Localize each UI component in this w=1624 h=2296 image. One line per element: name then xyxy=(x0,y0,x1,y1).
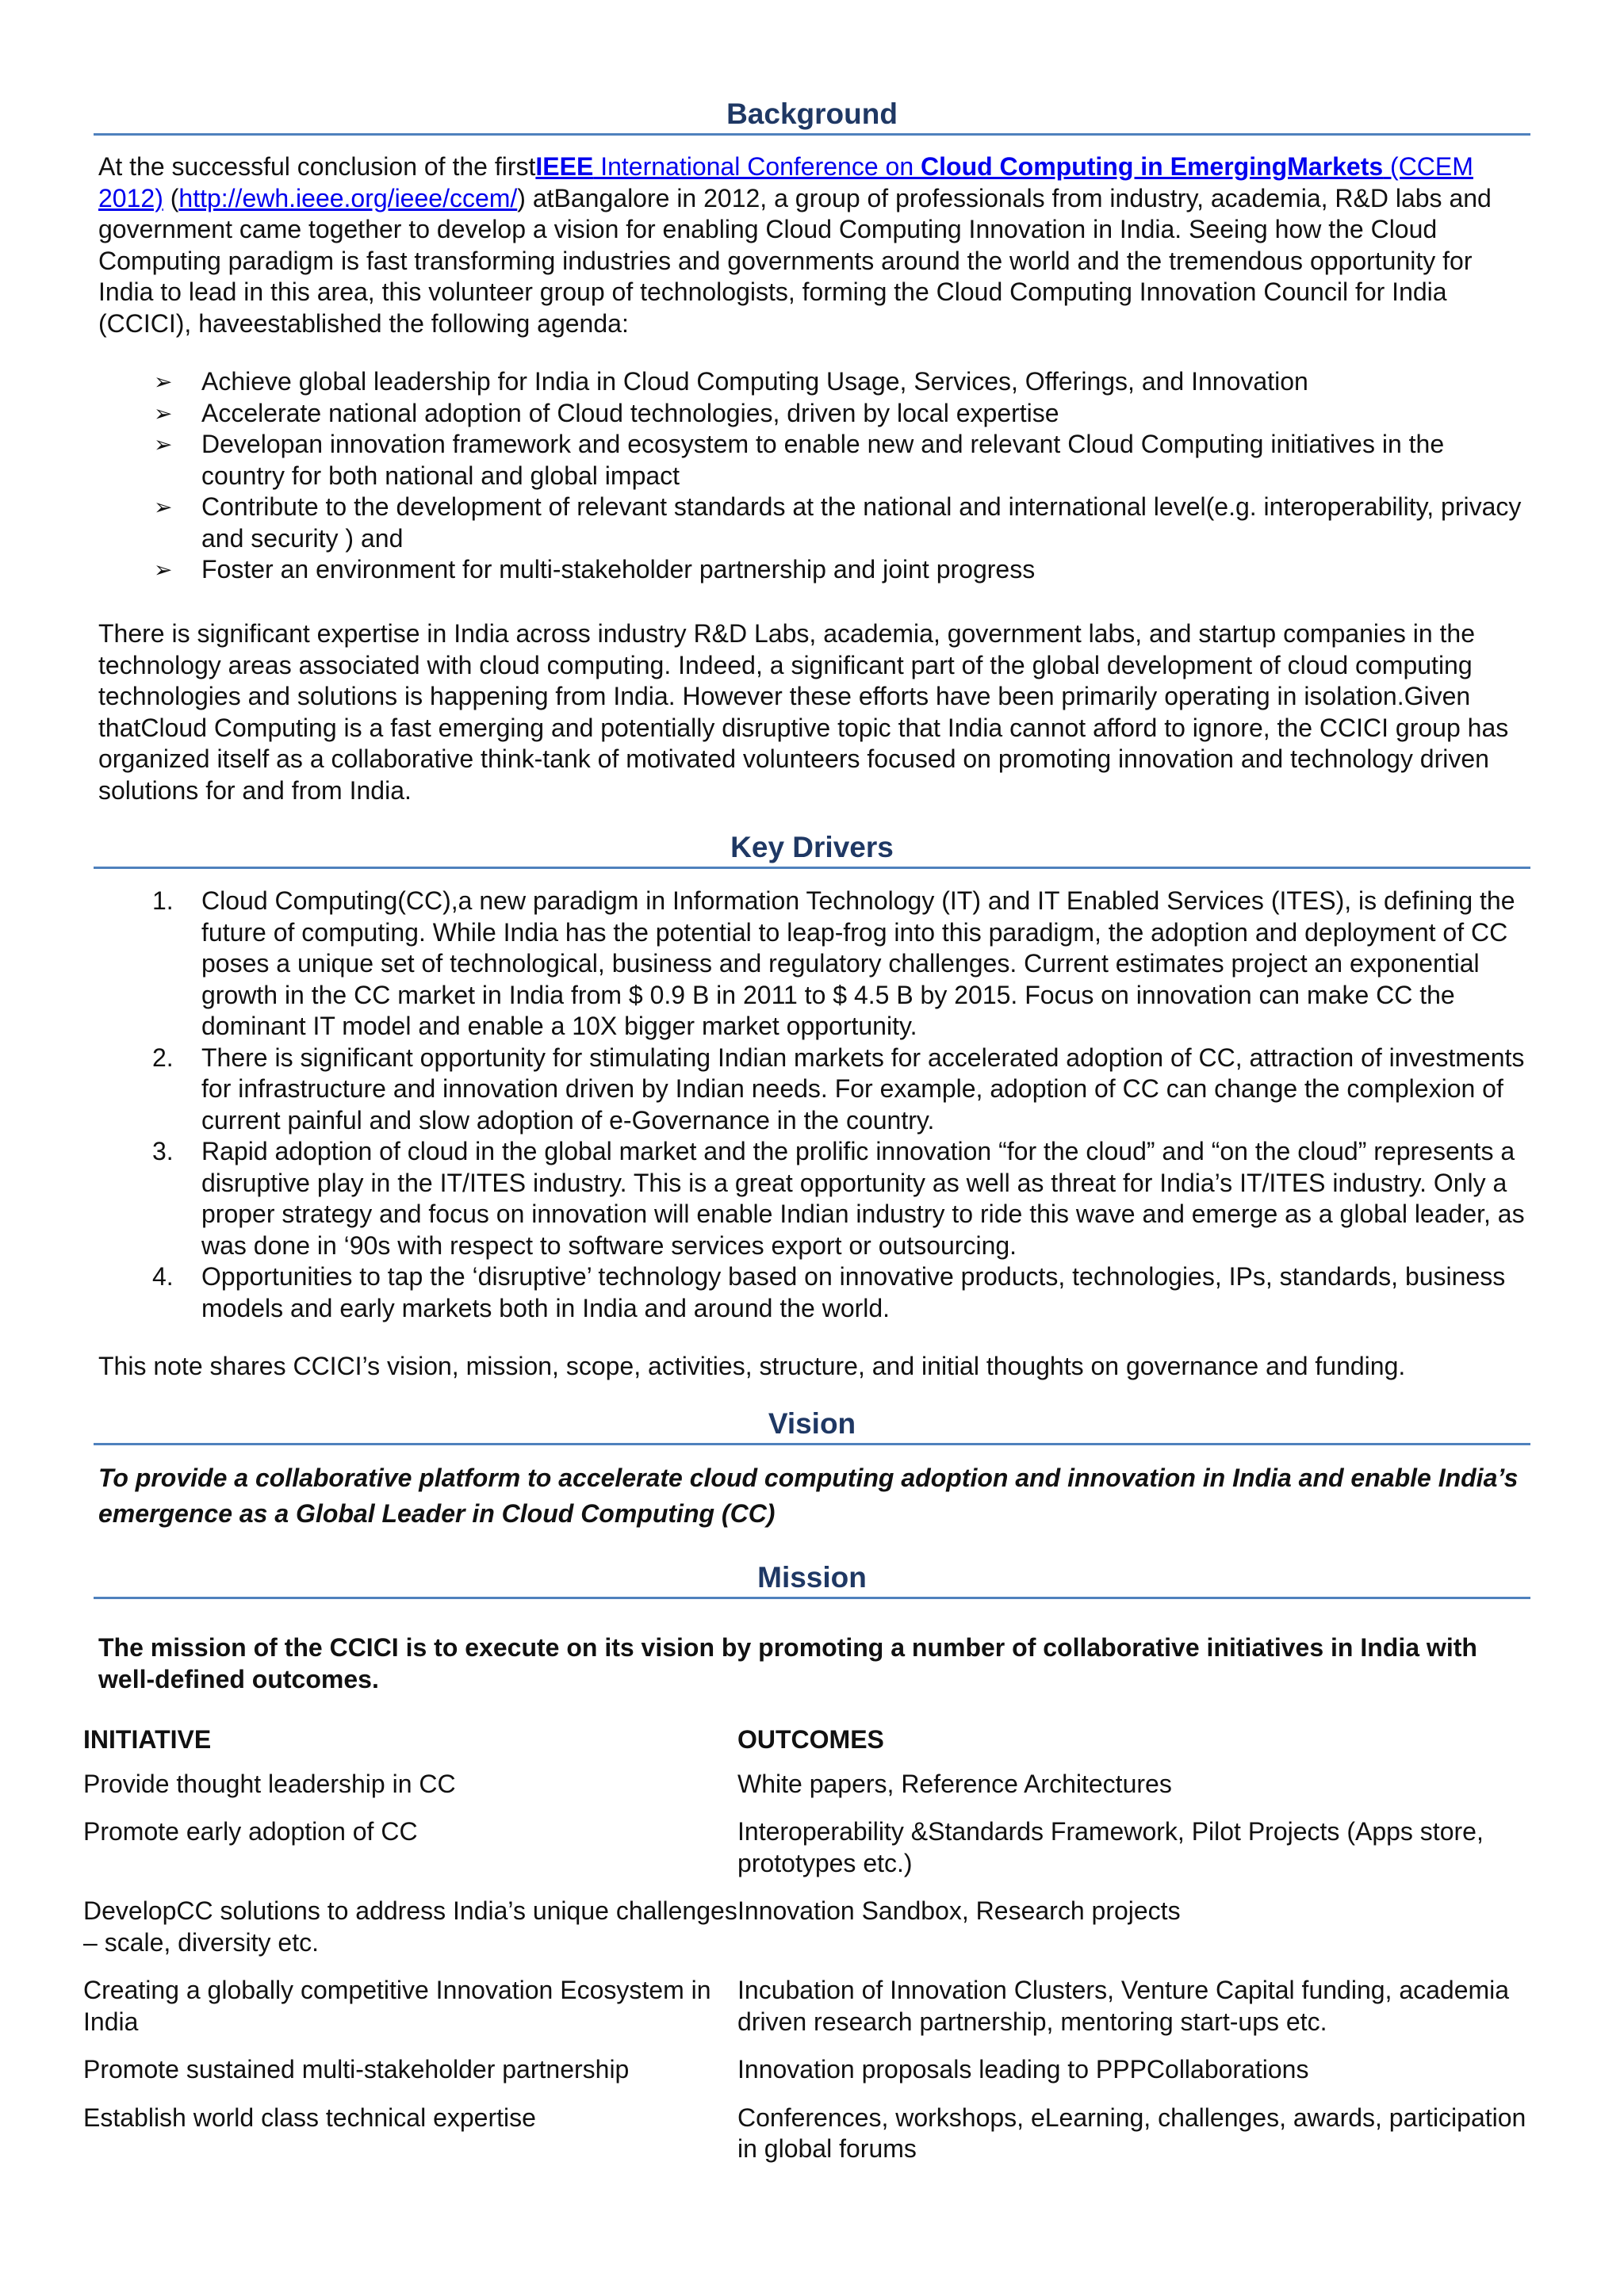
arrow-bullet-icon: ➢ xyxy=(154,369,173,394)
background-intro xyxy=(98,151,1530,339)
initiatives-table xyxy=(83,1724,1542,2182)
outcomes-column-header: OUTCOMES xyxy=(737,1725,884,1754)
list-item: ➢ Foster an environment for multi-stakeholder partnership and joint progress xyxy=(98,554,1530,586)
key-drivers-heading: Key Drivers xyxy=(94,828,1530,869)
table-row xyxy=(83,1896,1542,1975)
intro-prefix: At the successful conclusion of the first xyxy=(98,152,536,181)
vision-statement-container xyxy=(98,1460,1530,1532)
cloud-computing-link-text: Cloud Computing in EmergingMarkets xyxy=(921,152,1384,181)
outcome-cell: Interoperability &Standards Framework, Pilot Projects (Apps store, prototypes etc.) xyxy=(737,1817,1484,1877)
agenda-list xyxy=(98,366,1530,586)
outcome-cell: White papers, Reference Architectures xyxy=(737,1769,1172,1798)
initiative-cell: Creating a globally competitive Innovation Ecosystem in India xyxy=(83,1976,711,2036)
note-section xyxy=(98,1351,1530,1383)
list-item: 1. Cloud Computing(CC),a new paradigm in Information Technology (IT) and IT Enabled Services (ITES), is defining the future of computing. While India has the potential to leap-frog into this paradigm, the adoption and deployment of CC poses a unique set of technological, business and regulatory challenges. Current estimates project an exponential growth in the CC market in India from $ 0.9 B in 2011 to $ 4.5 B by 2015. Focus on innovation can make CC the dominant IT model and enable a 10X bigger market opportunity. xyxy=(152,886,1515,1040)
list-item: ➢ Contribute to the development of relevant standards at the national and international level(e.g. interoperability, privacy and security ) and xyxy=(154,492,1522,553)
background-section xyxy=(94,95,1530,136)
conference-link-text: International Conference on xyxy=(593,152,921,181)
outcome-cell: Incubation of Innovation Clusters, Venture Capital funding, academia driven research partnership, mentoring start-ups etc. xyxy=(737,1976,1510,2036)
mission-statement-container xyxy=(98,1632,1530,1695)
outcome-cell: Conferences, workshops, eLearning, challenges, awards, participation in global forums xyxy=(737,2103,1526,2163)
url-open-paren: ( xyxy=(163,183,179,212)
list-number: 4. xyxy=(152,1262,174,1291)
arrow-bullet-icon: ➢ xyxy=(154,495,173,519)
ccem-link-text: (CCEM 2012) xyxy=(98,152,1473,212)
list-item: 3. Rapid adoption of cloud in the global market and the prolific innovation “for the cloud” and “on the cloud” represents a disruptive play in the IT/ITES industry. This is a great opportunity as well as threat for India’s IT/ITES industry. Only a proper strategy and focus on innovation will enable Indian industry to ride this wave and emerge as a global leader, as was done in ‘90s with respect to software services export or outsourcing. xyxy=(152,1137,1525,1260)
table-row xyxy=(83,1769,1542,1817)
vision-statement: To provide a collaborative platform to accelerate cloud computing adoption and innovation in India and enable India’s emergence as a Global Leader in Cloud Computing (CC) xyxy=(98,1464,1519,1528)
list-item: ➢ Developan innovation framework and ecosystem to enable new and relevant Cloud Computing initiatives in the country for both national and global impact xyxy=(154,430,1445,490)
vision-section xyxy=(94,1405,1530,1445)
key-drivers-list xyxy=(98,886,1530,1324)
list-number: 1. xyxy=(152,886,174,915)
list-number: 2. xyxy=(152,1043,174,1072)
initiative-cell: Establish world class technical expertise xyxy=(83,2103,536,2132)
outcome-cell: Innovation Sandbox, Research projects xyxy=(737,1896,1181,1925)
arrow-bullet-icon: ➢ xyxy=(154,432,173,457)
intro-suffix: ) atBangalore in 2012, a group of professionals from industry, academia, R&D labs and government came together to develop a vision for enabling Cloud Computing Innovation in India. Seeing how the Cloud Computing paradigm is fast transforming industries and governments around the world and the tremendous opportunity for India to lead in this area, this volunteer group of technologists, forming the Cloud Computing Innovation Council for India (CCICI), haveestablished the following agenda: xyxy=(98,183,1492,338)
key-drivers-section xyxy=(94,828,1530,869)
table-row xyxy=(83,2054,1542,2103)
table-row xyxy=(83,2103,1542,2182)
ccem-url-link[interactable]: http://ewh.ieee.org/ieee/ccem/ xyxy=(178,183,518,212)
initiative-cell: DevelopCC solutions to address India’s unique challenges – scale, diversity etc. xyxy=(83,1896,737,1957)
expertise-paragraph: There is significant expertise in India across industry R&D Labs, academia, government labs, and startup companies in the technology areas associated with cloud computing. Indeed, a significant part of the global development of cloud computing technologies and solutions is happening from India. However these efforts have been primarily operating in isolation.Given thatCloud Computing is a fast emerging and potentially disruptive topic that India cannot afford to ignore, the CCICI group has organized itself as a collaborative think-tank of motivated volunteers focused on promoting innovation and technology driven solutions for and from India. xyxy=(98,619,1509,805)
list-item: ➢ Achieve global leadership for India in Cloud Computing Usage, Services, Offerings, and Innovation xyxy=(98,366,1530,398)
list-item: 2. There is significant opportunity for stimulating Indian markets for accelerated adoption of CC, attraction of investments for infrastructure and innovation driven by Indian needs. For example, adoption of CC can change the complexion of current painful and slow adoption of e-Governance in the country. xyxy=(152,1043,1525,1135)
list-item: 4. Opportunities to tap the ‘disruptive’ technology based on innovative products, technologies, IPs, standards, business models and early markets both in India and around the world. xyxy=(152,1262,1506,1322)
list-number: 3. xyxy=(152,1137,174,1165)
key-drivers-list-container xyxy=(98,886,1530,1324)
mission-statement: The mission of the CCICI is to execute on its vision by promoting a number of collaborative initiatives in India with well-defined outcomes. xyxy=(98,1633,1477,1693)
expertise-section xyxy=(98,618,1530,806)
mission-heading: Mission xyxy=(94,1559,1530,1599)
intro-paragraph xyxy=(98,151,1530,339)
agenda-list-container xyxy=(98,366,1530,586)
initiative-cell: Promote sustained multi-stakeholder partnership xyxy=(83,2055,630,2084)
note-paragraph: This note shares CCICI’s vision, mission, scope, activities, structure, and initial thoughts on governance and funding. xyxy=(98,1352,1406,1380)
table-header-row xyxy=(83,1724,1542,1769)
outcome-cell: Innovation proposals leading to PPPCollaborations xyxy=(737,2055,1309,2084)
list-item: ➢ Accelerate national adoption of Cloud technologies, driven by local expertise xyxy=(98,398,1530,430)
mission-section xyxy=(94,1559,1530,1599)
table-row xyxy=(83,1975,1542,2054)
vision-heading: Vision xyxy=(94,1405,1530,1445)
arrow-bullet-icon: ➢ xyxy=(154,400,173,426)
background-heading: Background xyxy=(94,95,1530,136)
initiative-column-header: INITIATIVE xyxy=(83,1725,212,1754)
initiative-cell: Provide thought leadership in CC xyxy=(83,1769,456,1798)
initiative-cell: Promote early adoption of CC xyxy=(83,1817,418,1846)
table-row xyxy=(83,1816,1542,1896)
arrow-bullet-icon: ➢ xyxy=(154,557,173,582)
ieee-link-text: IEEE xyxy=(535,152,594,181)
